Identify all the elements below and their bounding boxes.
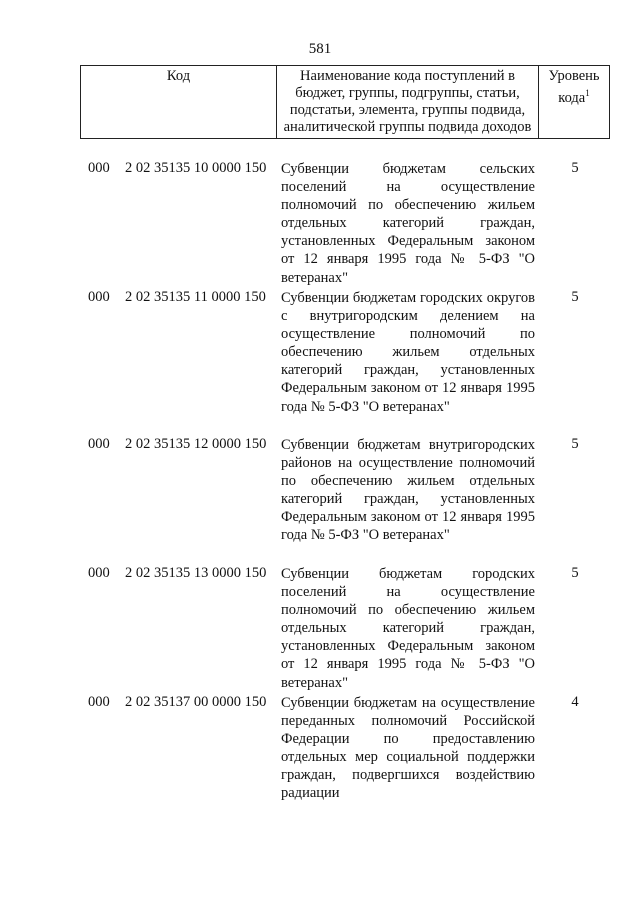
row-code: 2 02 35135 12 0000 150 (125, 436, 267, 452)
row-name: Субвенции бюджетам городских поселений на осуществление полномочий по обеспечению жильем отдельных категорий граждан, установленных Федеральным законом от 12 января 1995 года № 5-ФЗ "О ветеранах" (281, 566, 535, 691)
row-name: Субвенции бюджетам городских округов с внутригородским делением на осуществление полномочий по обеспечению жильем отдельных категорий граждан, установленных Федеральным законом от 12 января 1995 года № 5-ФЗ "О ветеранах" (281, 290, 535, 415)
row-level: 5 (571, 289, 579, 305)
row-admin-code: 000 (88, 694, 110, 710)
row-name: Субвенции бюджетам на осуществление переданных полномочий Российской Федерации по предоставлению отдельных мер социальной поддержки граждан, подвергшихся воздействию радиации (281, 695, 535, 802)
header-level (539, 66, 609, 138)
row-name: Субвенции бюджетам внутригородских районов на осуществление полномочий по обеспечению жильем отдельных категорий граждан, установленных Федеральным законом от 12 января 1995 года № 5-ФЗ "О ветеранах" (281, 437, 535, 544)
row-admin-code: 000 (88, 160, 110, 176)
page-number: 581 (308, 41, 332, 57)
footnote-marker: 1 (585, 88, 590, 98)
row-level: 5 (571, 160, 579, 176)
header-level-label: Уровень кода (548, 68, 600, 106)
table-header (80, 65, 610, 139)
header-code (81, 66, 277, 138)
row-level: 4 (571, 694, 579, 710)
header-name (277, 66, 539, 138)
row-level: 5 (571, 565, 579, 581)
header-code-label: Код (166, 68, 191, 84)
row-admin-code: 000 (88, 436, 110, 452)
row-level: 5 (571, 436, 579, 452)
row-admin-code: 000 (88, 565, 110, 581)
row-code: 2 02 35135 13 0000 150 (125, 565, 267, 581)
row-code: 2 02 35137 00 0000 150 (125, 694, 267, 710)
row-code: 2 02 35135 11 0000 150 (125, 289, 266, 305)
row-name: Субвенции бюджетам сельских поселений на осуществление полномочий по обеспечению жильем отдельных категорий граждан, установленных Федеральным законом от 12 января 1995 года № 5-ФЗ "О ветеранах" (281, 161, 535, 286)
row-code: 2 02 35135 10 0000 150 (125, 160, 267, 176)
header-name-label: Наименование кода поступлений в бюджет, группы, подгруппы, статьи, подстатьи, элемента, группы подвида, аналитической группы подвида доходов (283, 68, 532, 135)
row-admin-code: 000 (88, 289, 110, 305)
